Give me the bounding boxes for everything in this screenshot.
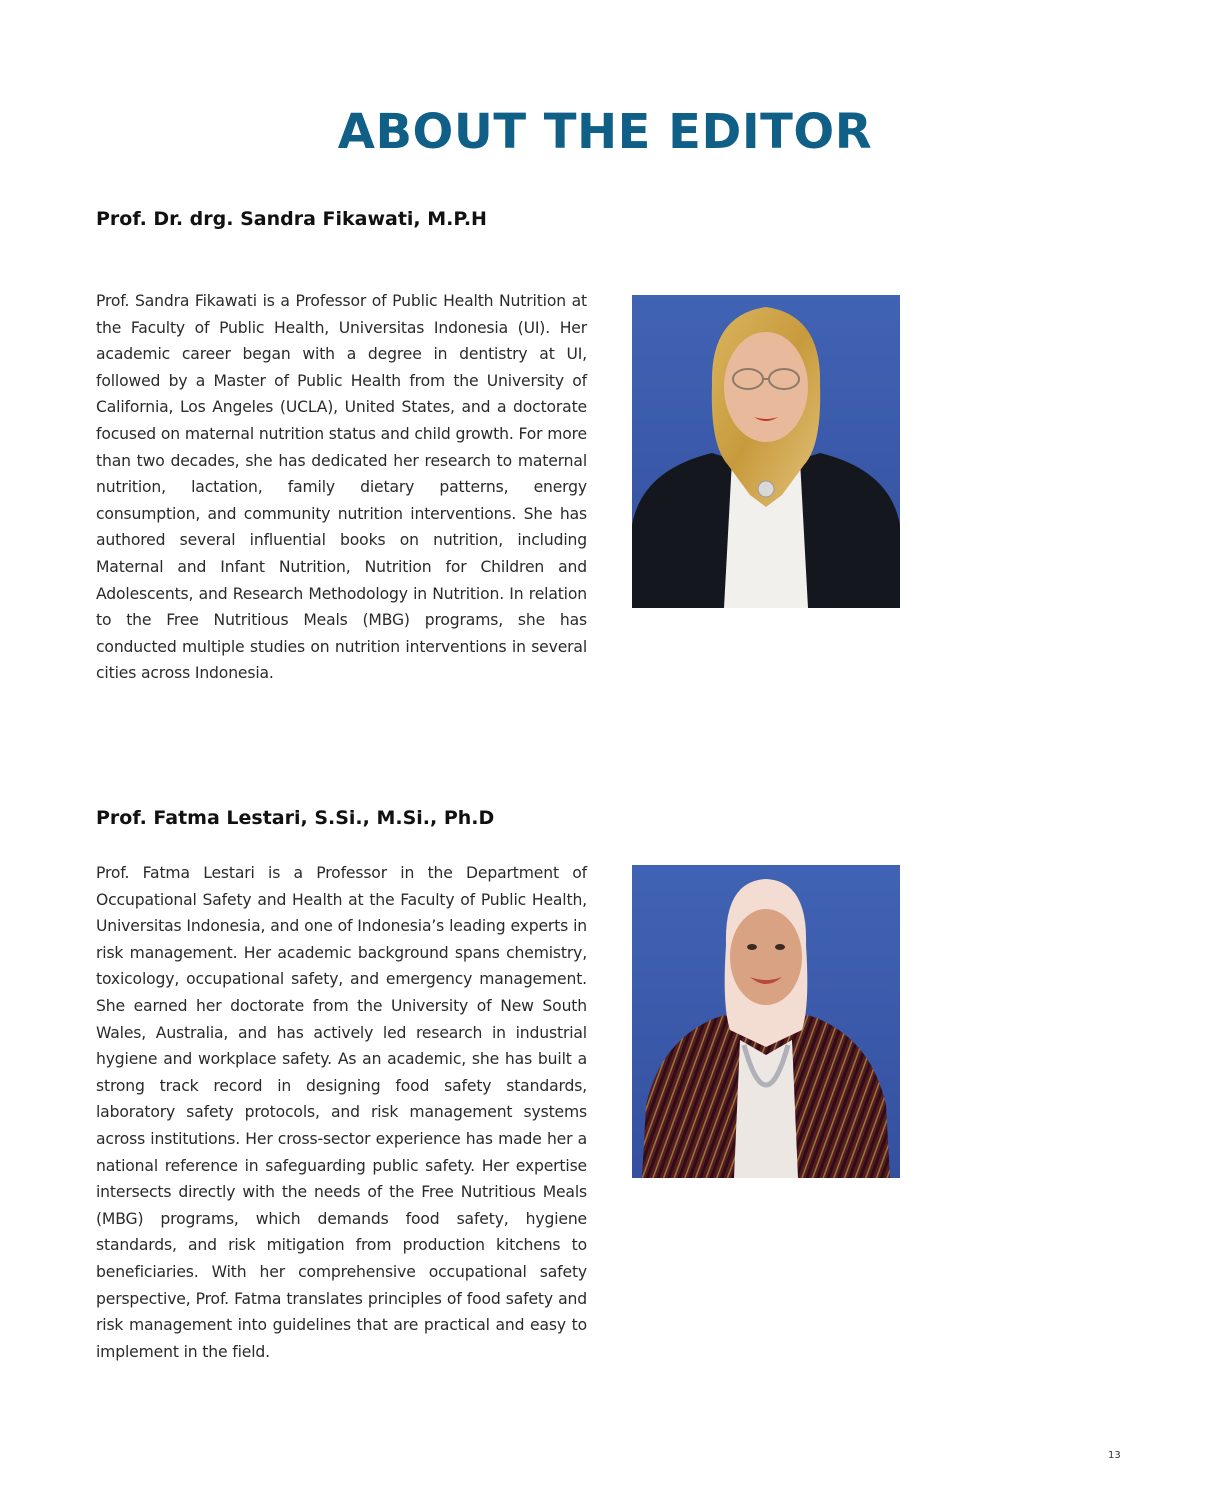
portrait-photo-icon: [632, 295, 900, 608]
editor-photo-fatma-lestari: [632, 865, 900, 1178]
page-number: 13: [1108, 1450, 1121, 1461]
editor-name-sandra-fikawati: Prof. Dr. drg. Sandra Fikawati, M.P.H: [96, 208, 487, 230]
editor-bio-fatma-lestari: Prof. Fatma Lestari is a Professor in the Department of Occupational Safety and Health at the Faculty of Public Health, Universitas Indonesia, and one of Indonesia’s leading experts in risk management. Her academic background spans chemistry, toxicology, occupational safety, and emergency management. She earned her doctorate from the University of New South Wales, Australia, and has actively led research in industrial hygiene and workplace safety. As an academic, she has built a strong track record in designing food safety standards, laboratory safety protocols, and risk management systems across institutions. Her cross-sector experience has made her a national reference in safeguarding public safety. Her expertise intersects directly with the needs of the Free Nutritious Meals (MBG) programs, which demands food safety, hygiene standards, and risk mitigation from production kitchens to beneficiaries. With her comprehensive occupational safety perspective, Prof. Fatma translates principles of food safety and risk management into guidelines that are practical and easy to implement in the field.: [96, 864, 587, 1361]
editor-bio-sandra-fikawati: Prof. Sandra Fikawati is a Professor of Public Health Nutrition at the Faculty of Public Health, Universitas Indonesia (UI). Her academic career began with a degree in dentistry at UI, followed by a Master of Public Health from the University of California, Los Angeles (UCLA), United States, and a doctorate focused on maternal nutrition status and child growth. For more than two decades, she has dedicated her research to maternal nutrition, lactation, family dietary patterns, energy consumption, and community nutrition interventions. She has authored several influential books on nutrition, including Maternal and Infant Nutrition, Nutrition for Children and Adolescents, and Research Methodology in Nutrition. In relation to the Free Nutritious Meals (MBG) programs, she has conducted multiple studies on nutrition interventions in several cities across Indonesia.: [96, 292, 587, 683]
editor-name-fatma-lestari: Prof. Fatma Lestari, S.Si., M.Si., Ph.D: [96, 807, 495, 829]
page-title: ABOUT THE EDITOR: [337, 104, 873, 160]
editor-photo-sandra-fikawati: [632, 295, 900, 608]
portrait-photo-icon: [632, 865, 900, 1178]
